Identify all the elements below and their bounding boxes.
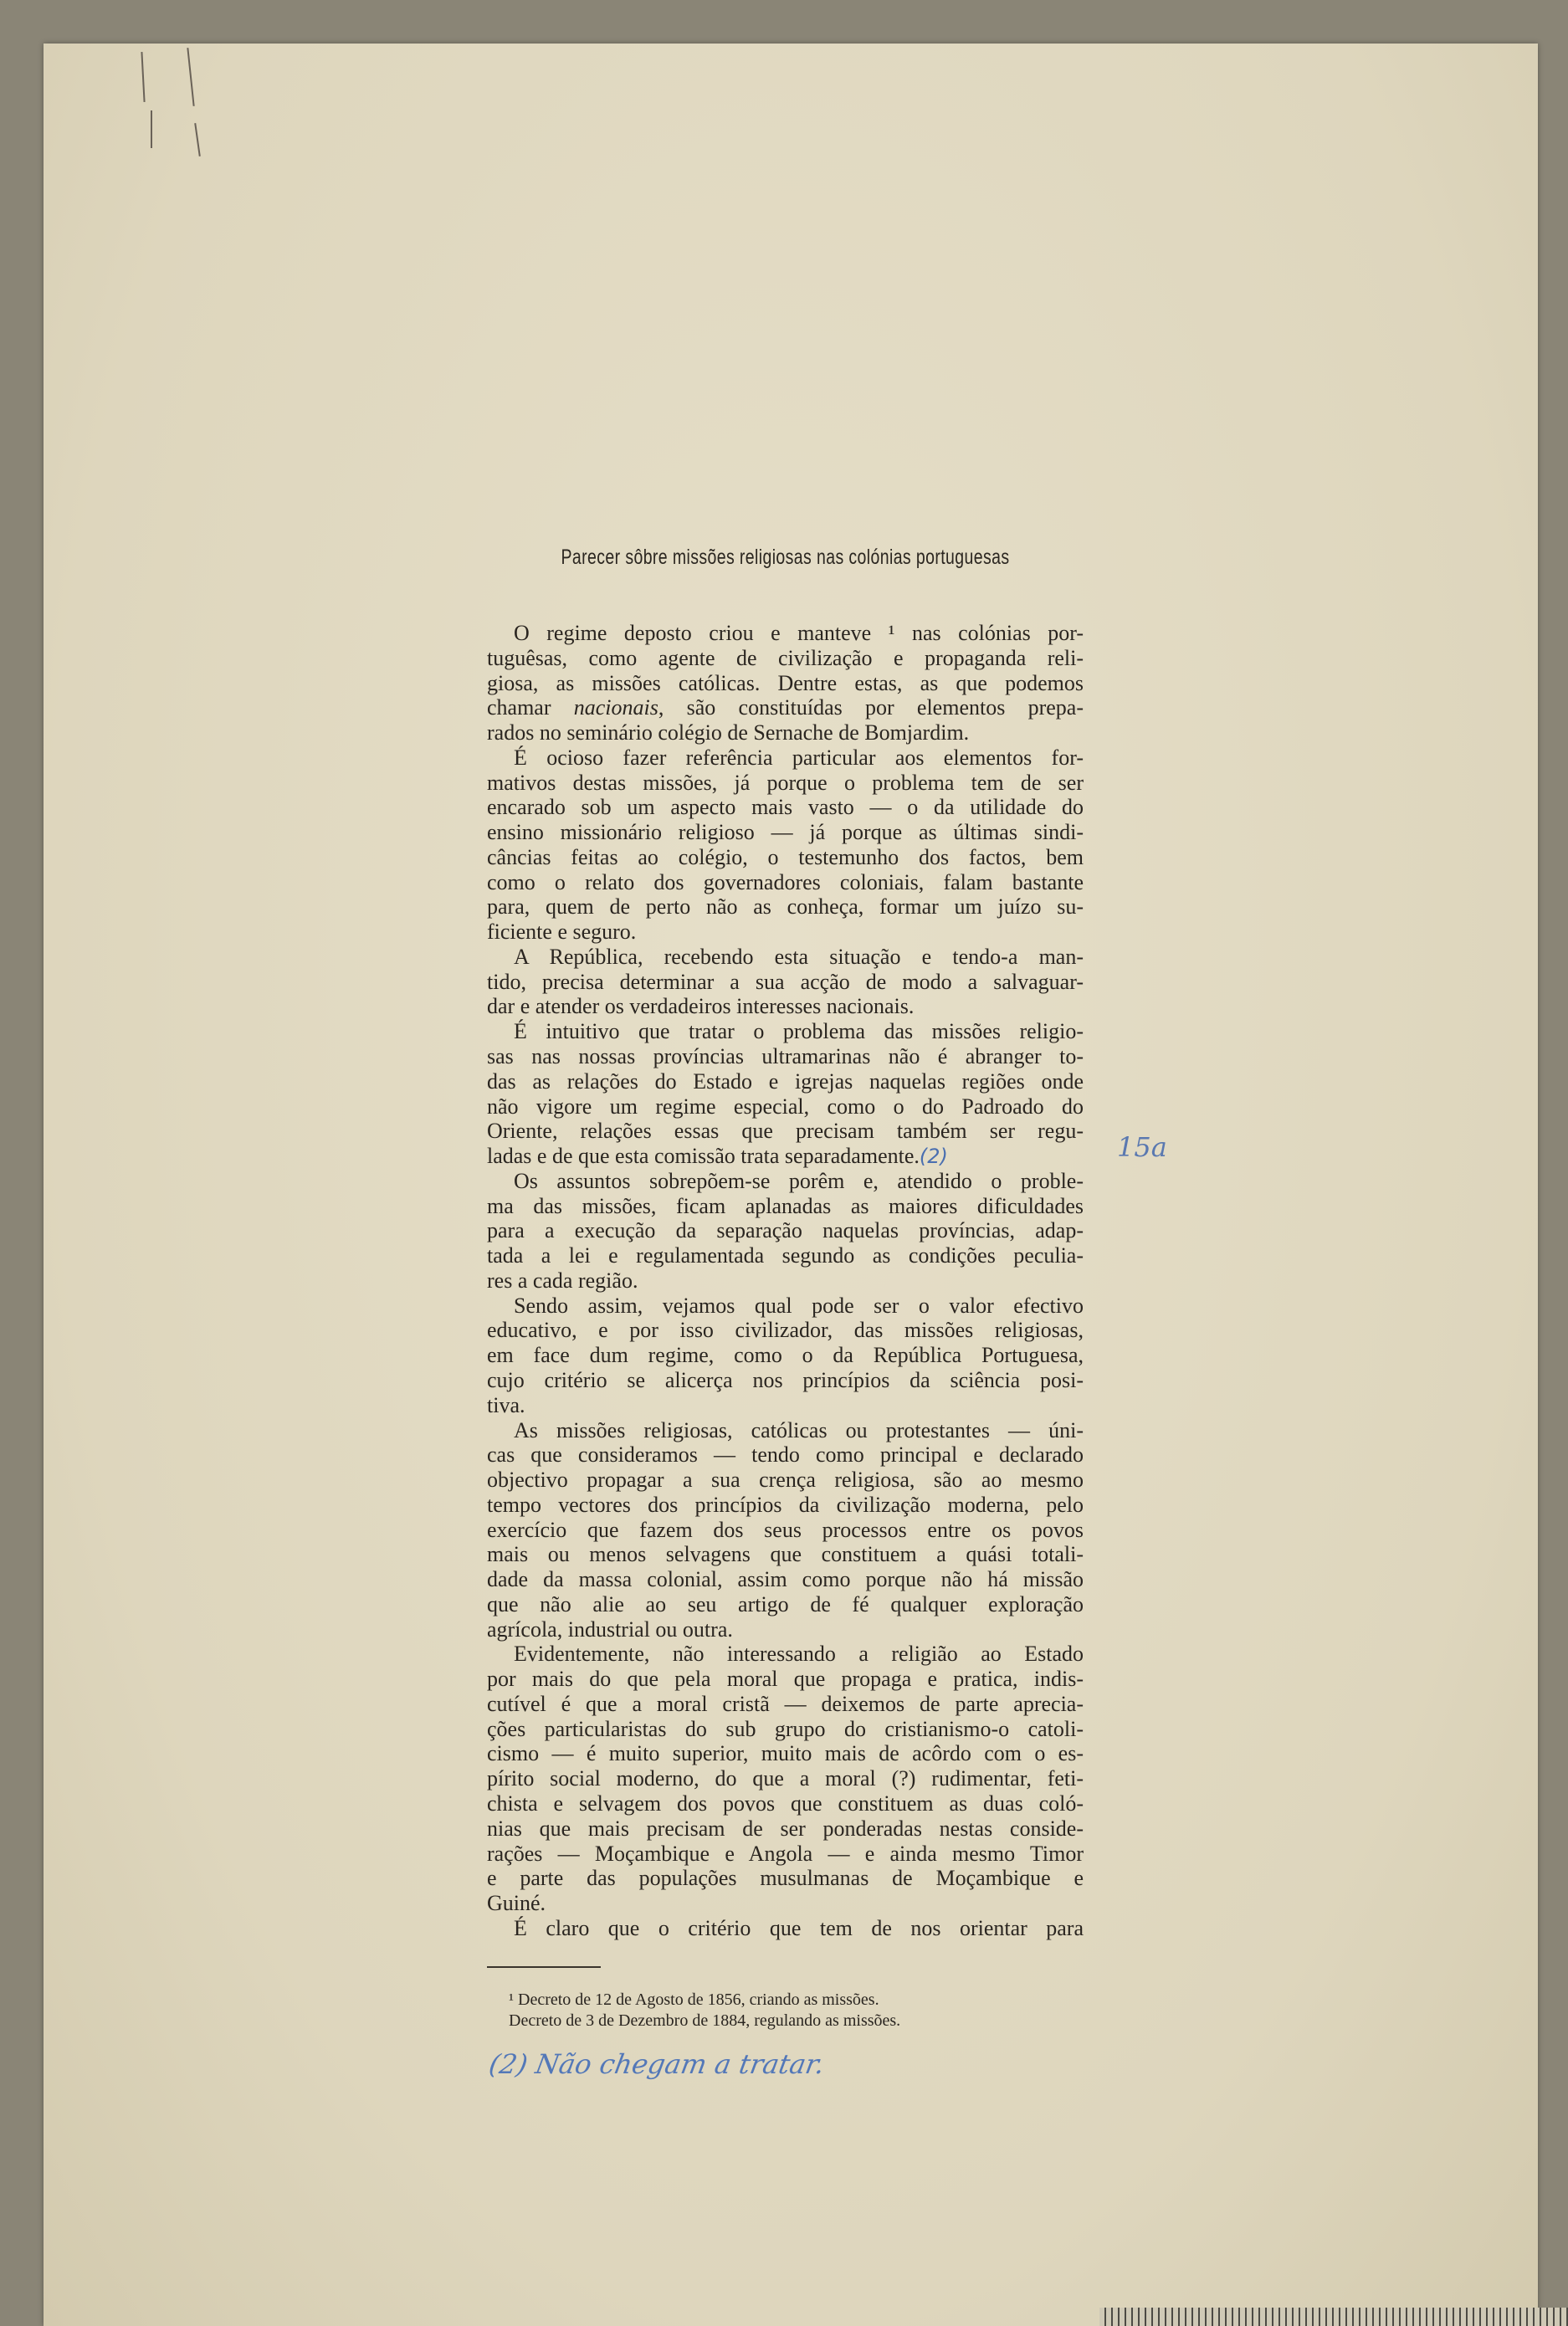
text-line: Oriente, relações essas que precisam também ser regu- [487,1119,1084,1144]
scan-ruler [1099,2308,1568,2326]
text-line: como o relato dos governadores coloniais, falam bastante [487,869,1084,894]
margin-note: 15a [1117,1131,1167,1163]
text-line: tempo vectores dos princípios da civilização moderna, pelo [487,1492,1084,1517]
handwritten-reference-mark: (2) [919,1145,948,1169]
text-line: É claro que o critério que tem de nos orientar para [514,1915,1084,1940]
text-line: ladas e de que esta comissão trata separadamente.(2) [487,1144,948,1169]
paragraph [487,1642,1084,1915]
pencil-mark [194,123,201,156]
text-line: chista e selvagem dos povos que constituem as duas coló- [487,1791,1084,1816]
text-line: mais ou menos selvagens que constituem a quási totali- [487,1542,1084,1567]
paragraph [487,1294,1084,1418]
footnote-rule [487,1966,601,1968]
handwritten-footnote: (2) Não chegam a tratar. [486,2048,828,2080]
text-line: tada a lei e regulamentada segundo as condições peculia- [487,1243,1084,1268]
paragraph [487,1169,1084,1294]
text-line: em face dum regime, como o da República Portuguesa, [487,1343,1084,1368]
footnote: Decreto de 3 de Dezembro de 1884, regulando as missões. [509,2011,901,2030]
text-line: que não alie ao seu artigo de fé qualquer exploração [487,1591,1084,1616]
document-body [487,621,1084,1941]
text-line: rados no seminário colégio de Sernache de Bomjardim. [487,720,970,745]
text-line: nias que mais precisam de ser ponderadas nestas conside- [487,1816,1084,1841]
text-line: para a execução da separação naquelas províncias, adap- [487,1218,1084,1243]
text-line: O regime deposto criou e manteve ¹ nas colónias por- [514,621,1084,645]
text-line: objectivo propagar a sua crença religiosa, são ao mesmo [487,1468,1084,1493]
paragraph [487,1418,1084,1642]
text-line: não vigore um regime especial, como o do Padroado do [487,1094,1084,1119]
emphasis: nacionais [573,695,658,720]
text-line: encarado sob um aspecto mais vasto — o da utilidade do [487,795,1084,820]
text-line: por mais do que pela moral que propaga e pratica, indis- [487,1667,1084,1692]
text-line: para, quem de perto não as conheça, formar um juízo su- [487,894,1084,920]
text-line: É ocioso fazer referência particular aos elementos for- [514,745,1084,770]
paragraph [487,1019,1084,1169]
paragraph [487,1916,1084,1941]
text-line: educativo, e por isso civilizador, das missões religiosas, [487,1318,1084,1343]
text-line: tido, precisa determinar a sua acção de modo a salvaguar- [487,969,1084,994]
pencil-mark [151,110,152,148]
text-line: ções particularistas do sub grupo do cristianismo-o catoli- [487,1716,1084,1741]
text-line: Os assuntos sobrepõem-se porêm e, atendido o proble- [514,1168,1084,1193]
text-line: A República, recebendo esta situação e tendo-a man- [514,944,1084,969]
text-line: das as relações do Estado e igrejas naquelas regiões onde [487,1068,1084,1094]
pencil-mark [141,52,145,102]
text-line: cujo critério se alicerça nos princípios da sciência posi- [487,1367,1084,1392]
document-title: Parecer sôbre missões religiosas nas colónias portuguesas [561,546,1010,569]
text-line: cas que consideramos — tendo como principal e declarado [487,1442,1084,1468]
paragraph [487,945,1084,1019]
footnote: ¹ Decreto de 12 de Agosto de 1856, criando as missões. [509,1990,879,2009]
text-line: ficiente e seguro. [487,920,637,945]
text-line: É intuitivo que tratar o problema das missões religio- [514,1019,1084,1044]
text-line: rações — Moçambique e Angola — e ainda mesmo Timor [487,1841,1084,1866]
text-line: sas nas nossas províncias ultramarinas não é abranger to- [487,1044,1084,1069]
pencil-mark [187,48,194,106]
text-line: res a cada região. [487,1268,638,1293]
text-line: cismo — é muito superior, muito mais de acôrdo com o es- [487,1741,1084,1766]
text-line: cutível é que a moral cristã — deixemos de parte aprecia- [487,1691,1084,1716]
text-line: As missões religiosas, católicas ou protestantes — úni- [514,1417,1084,1442]
text-line: dar e atender os verdadeiros interesses nacionais. [487,994,915,1019]
text-line: mativos destas missões, já porque o problema tem de ser [487,770,1084,795]
paragraph [487,621,1084,745]
text-line: ma das missões, ficam aplanadas as maiores dificuldades [487,1193,1084,1218]
text-line: agrícola, industrial ou outra. [487,1616,733,1642]
text-line: tiva. [487,1392,525,1417]
paragraph [487,745,1084,945]
text-line: câncias feitas ao colégio, o testemunho dos factos, bem [487,844,1084,869]
text-line: pírito social moderno, do que a moral (?) rudimentar, feti- [487,1766,1084,1791]
text-line: exercício que fazem dos seus processos entre os povos [487,1517,1084,1542]
footnotes [509,1990,900,2031]
text-line: e parte das populações musulmanas de Moçambique e [487,1866,1084,1891]
text-line: Evidentemente, não interessando a religião ao Estado [514,1642,1084,1667]
text-line: Sendo assim, vejamos qual pode ser o valor efectivo [514,1293,1084,1318]
text-line: chamar nacionais, são constituídas por elementos prepa- [487,695,1084,720]
text-line: tuguêsas, como agente de civilização e propaganda reli- [487,645,1084,670]
text-line: giosa, as missões católicas. Dentre estas, as que podemos [487,670,1084,695]
text-line: Guiné. [487,1891,546,1916]
text-line: ensino missionário religioso — já porque as últimas sindi- [487,820,1084,845]
text-line: dade da massa colonial, assim como porque não há missão [487,1567,1084,1592]
